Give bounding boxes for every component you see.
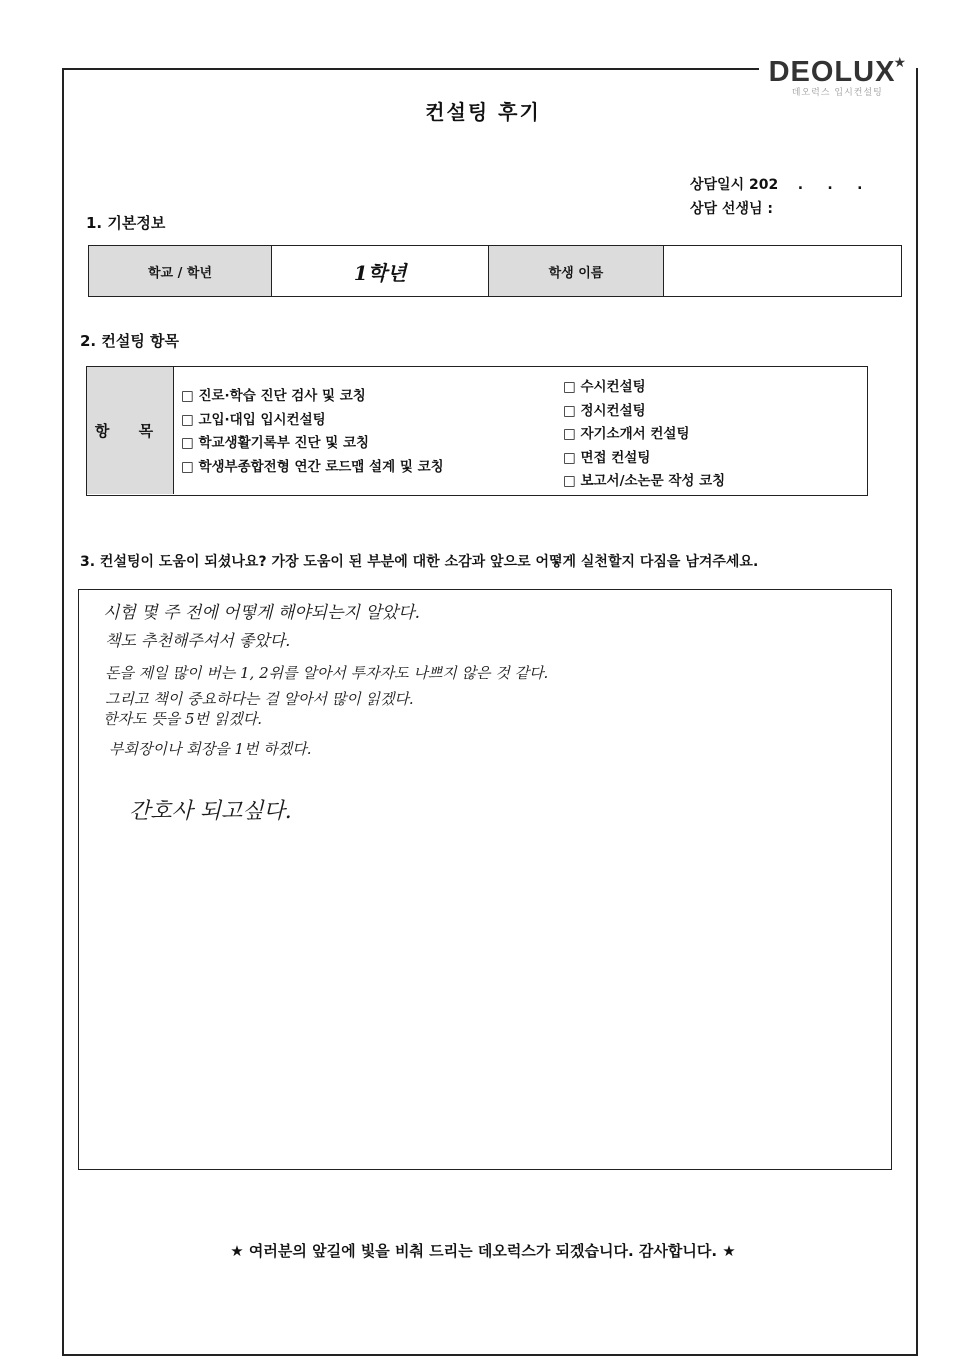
checkbox-item[interactable]: □ 수시컨설팅 xyxy=(563,379,646,395)
answer-line: 책도 추천해주셔서 좋았다. xyxy=(105,631,291,650)
answer-box xyxy=(78,589,892,1170)
checkbox-item[interactable]: □ 면접 컨설팅 xyxy=(563,449,651,466)
items-right-column xyxy=(563,376,725,494)
checkbox-item[interactable]: □ 보고서/소논문 작성 코칭 xyxy=(563,473,726,489)
logo-star-icon: ★ xyxy=(893,55,906,71)
answer-line: 그리고 책이 중요하다는 걸 알아서 많이 읽겠다. xyxy=(105,690,414,708)
section3-heading: 3. 컨설팅이 도움이 되셨나요? 가장 도움이 된 부분에 대한 소감과 앞으로 어떻게 실천할지 다짐을 남겨주세요. xyxy=(80,554,759,570)
student-name-value xyxy=(664,246,902,297)
answer-line: 한자도 뜻을 5번 읽겠다. xyxy=(103,710,263,728)
answer-line: 시험 몇 주 전에 어떻게 해야되는지 알았다. xyxy=(103,603,421,623)
deolux-logo xyxy=(759,56,916,98)
page-title: 컨설팅 후기 xyxy=(425,100,541,124)
section1-heading: 1. 기본정보 xyxy=(86,214,166,232)
student-name-label: 학생 이름 xyxy=(489,246,664,297)
items-label: 항 목 xyxy=(87,367,174,494)
checkbox-item[interactable]: □ 학교생활기록부 진단 및 코칭 xyxy=(181,435,370,451)
logo-subtitle: 데오럭스 입시컨설팅 xyxy=(791,88,883,98)
items-left-column xyxy=(181,385,444,479)
answer-line: 부회장이나 회장을 1번 하겠다. xyxy=(109,740,312,758)
checkbox-item[interactable]: □ 정시컨설팅 xyxy=(563,402,646,419)
school-grade-label: 학교 / 학년 xyxy=(89,246,272,297)
answer-line: 간호사 되고싶다. xyxy=(129,799,292,824)
checkbox-item[interactable]: □ 진로·학습 진단 검사 및 코칭 xyxy=(181,388,366,404)
consult-date: 상담일시 202 . . . xyxy=(690,177,863,193)
footer-message: ★ 여러분의 앞길에 빛을 비춰 드리는 데오럭스가 되겠습니다. 감사합니다. ★ xyxy=(230,1242,736,1260)
section2-heading: 2. 컨설팅 항목 xyxy=(80,332,180,350)
answer-line: 돈을 제일 많이 버는 1, 2위를 알아서 투자자도 나쁘지 않은 것 같다. xyxy=(105,664,549,682)
logo-brand: DEOLUX xyxy=(768,56,896,88)
consulting-items-box xyxy=(86,366,868,496)
checkbox-item[interactable]: □ 학생부종합전형 연간 로드맵 설계 및 코칭 xyxy=(181,458,444,475)
school-grade-value: 1학년 xyxy=(272,246,489,297)
checkbox-item[interactable]: □ 고입·대입 입시컨설팅 xyxy=(181,411,326,428)
consult-teacher: 상담 선생님 : xyxy=(690,201,773,217)
basic-info-table xyxy=(88,245,902,297)
checkbox-item[interactable]: □ 자기소개서 컨설팅 xyxy=(563,426,690,442)
